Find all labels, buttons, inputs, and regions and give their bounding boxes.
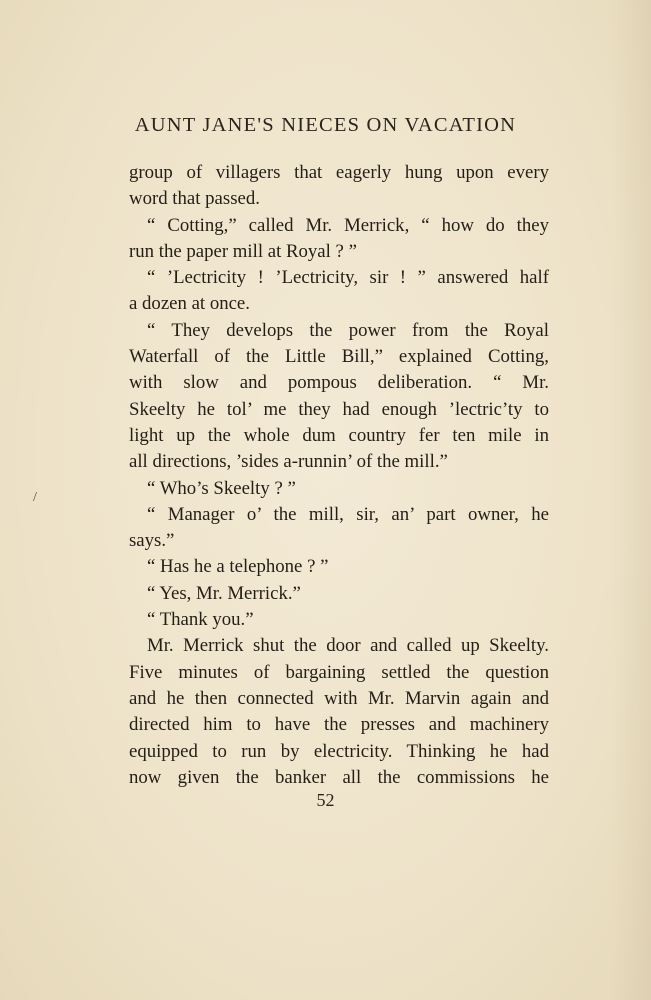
text-line: with slow and pompous deliberation. “ Mr. (129, 372, 549, 394)
text-line: “ Thank you.” (147, 609, 254, 631)
text-line: word that passed. (129, 188, 260, 210)
text-line: now given the banker all the commissions he (129, 766, 549, 788)
page-number: 52 (316, 790, 335, 810)
page-edge-shade (611, 0, 651, 1000)
running-head: AUNT JANE'S NIECES ON VACATION (134, 114, 517, 136)
text-line: directed him to have the presses and machinery (129, 714, 549, 736)
text-line: a dozen at once. (129, 293, 250, 315)
text-line: and he then connected with Mr. Marvin again and (129, 687, 549, 709)
text-line: “ Has he a telephone ? ” (147, 556, 329, 578)
text-line: Waterfall of the Little Bill,” explained Cotting, (129, 346, 549, 368)
text-line: all directions, ’sides a-runnin’ of the mill.” (129, 451, 448, 473)
text-line: run the paper mill at Royal ? ” (129, 240, 357, 262)
text-line: says.” (129, 530, 175, 552)
text-line: “ Manager o’ the mill, sir, an’ part owner, he (147, 503, 549, 525)
body-text (129, 160, 549, 791)
text-line: Five minutes of bargaining settled the question (129, 661, 549, 683)
text-line: “ ’Lectricity ! ’Lectricity, sir ! ” answered half (147, 267, 549, 289)
text-line: “ They develops the power from the Royal (147, 319, 549, 341)
text-line: “ Cotting,” called Mr. Merrick, “ how do they (147, 214, 549, 236)
margin-mark: / (33, 490, 37, 505)
text-line: “ Yes, Mr. Merrick.” (147, 582, 301, 604)
text-line: Mr. Merrick shut the door and called up Skeelty. (147, 635, 549, 657)
text-line: group of villagers that eagerly hung upon every (129, 162, 549, 183)
text-line: “ Who’s Skeelty ? ” (147, 477, 296, 499)
text-line: equipped to run by electricity. Thinking he had (129, 740, 549, 762)
text-line: Skeelty he tol’ me they had enough ’lectric’ty to (129, 398, 549, 420)
text-line: light up the whole dum country fer ten mile in (129, 424, 549, 446)
